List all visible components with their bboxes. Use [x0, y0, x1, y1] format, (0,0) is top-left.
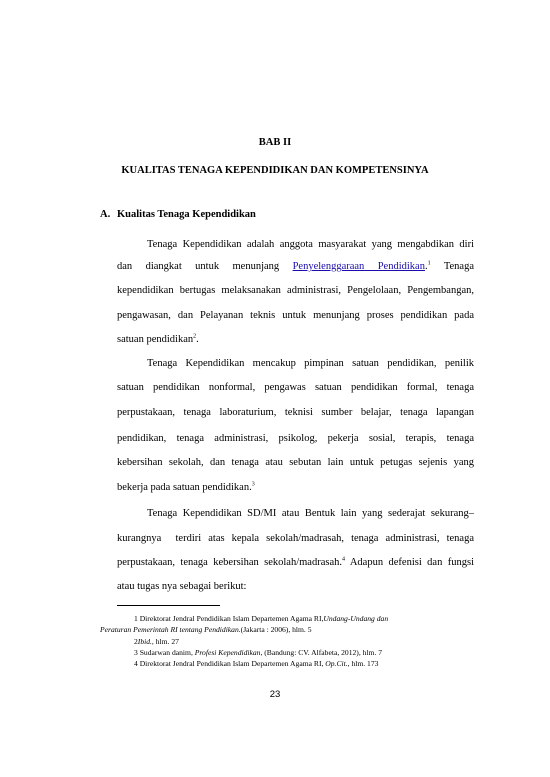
p3-l3-text: perpustakaan, tenaga kebersihan sekolah/madrasah.	[117, 557, 342, 568]
fn2-number: 2	[134, 637, 138, 646]
section-letter: A.	[100, 209, 111, 220]
p1-l2-text: dan diangkat untuk menunjang	[117, 261, 280, 272]
paragraph-2-line-6	[117, 481, 474, 494]
paragraph-3-line-3	[117, 556, 474, 569]
footnote-4	[134, 659, 378, 669]
paragraph-2-line-1: Tenaga Kependidikan mencakup pimpinan satuan pendidikan, penilik	[147, 358, 474, 369]
footnote-1-line-1	[134, 614, 388, 624]
p1-l5-text: satuan pendidikan	[117, 334, 194, 345]
fn4-page: , hlm. 173	[347, 659, 379, 668]
paragraph-3-line-1: Tenaga Kependidikan SD/MI atau Bentuk lain yang sederajat sekurang–	[147, 508, 474, 519]
fn1-title-part-2: Peraturan Pemerintah RI tentang Pendidikan.	[100, 625, 241, 634]
paragraph-1-line-5: satuan pendidikan$^2$.	[117, 333, 199, 345]
footnote-2	[134, 637, 179, 647]
p3-l3-tail: Adapun defenisi dan fungsi	[349, 557, 474, 568]
paragraph-1-line-1: Tenaga Kependidikan adalah anggota masyarakat yang mengabdikan diri	[147, 239, 474, 250]
footnote-ref-3[interactable]: 3	[251, 481, 255, 488]
paragraph-1-line-3: kependidikan bertugas melaksanakan administrasi, Pengelolaan, Pengembangan,	[117, 285, 474, 296]
fn1-source: 1 Direktorat Jendral Pendidikan Islam Departemen Agama RI,	[134, 614, 324, 623]
page-number: 23	[269, 689, 281, 700]
paragraph-1-line-2: dan diangkat untuk menunjang Penyelenggaraan Pendidikan.$^1$ Tenaga	[117, 260, 474, 272]
penyelenggaraan-pendidikan-link[interactable]: Penyelenggaraan Pendidikan	[292, 261, 425, 272]
footnote-1-line-2	[100, 625, 312, 635]
paragraph-2-line-3: perpustakaan, tenaga laboraturium, teknisi sumber belajar, tenaga lapangan	[117, 407, 474, 418]
fn4-source: 4 Direktorat Jendral Pendidikan Islam Departemen Agama RI,	[134, 659, 326, 668]
paragraph-3-line-2: kurangnya terdiri atas kepala sekolah/madrasah, tenaga administrasi, tenaga	[117, 533, 474, 544]
fn3-title: Profesi Kependidikan	[194, 648, 261, 657]
footnote-separator	[117, 605, 220, 606]
fn2-page: hlm. 27	[153, 637, 179, 646]
footnote-ref-4[interactable]: 4	[342, 556, 345, 563]
fn1-publication: (Jakarta : 2006), hlm. 5	[240, 625, 312, 634]
footnote-ref-2[interactable]: 2	[193, 333, 197, 340]
section-title: Kualitas Tenaga Kependidikan	[117, 209, 256, 220]
chapter-title: KUALITAS TENAGA KEPENDIDIKAN DAN KOMPETENSINYA	[121, 165, 429, 176]
paragraph-2-line-4: pendidikan, tenaga administrasi, psikolog, pekerja sosial, terapis, tenaga	[117, 433, 474, 444]
p2-l6-text: bekerja pada satuan pendidikan.	[117, 482, 252, 493]
fn2-ibid: Ibid.,	[137, 637, 154, 646]
section-heading	[100, 209, 256, 220]
fn3-author: 3 Sudarwan danim,	[134, 648, 195, 657]
chapter-number: BAB II	[258, 137, 292, 148]
footnote-ref-1[interactable]: 1	[427, 260, 431, 267]
paragraph-2-line-5: kebersihan sekolah, dan tenaga atau sebutan lain untuk petugas sejenis yang	[117, 457, 474, 468]
fn3-publication: , (Bandung: CV. Alfabeta, 2012), hlm. 7	[260, 648, 383, 657]
paragraph-3-line-4: atau tugas nya sebagai berikut:	[117, 581, 247, 592]
fn1-title-part-1: Undang-Undang dan	[323, 614, 389, 623]
footnote-3	[134, 648, 382, 658]
paragraph-1-line-4: pengawasan, dan Pelayanan teknis untuk menunjang proses pendidikan pada	[117, 310, 474, 321]
p1-l2-tail: Tenaga	[443, 261, 474, 272]
fn4-opcit: Op.Cit.	[325, 659, 348, 668]
paragraph-2-line-2: satuan pendidikan nonformal, pengawas satuan pendidikan formal, tenaga	[117, 382, 474, 393]
